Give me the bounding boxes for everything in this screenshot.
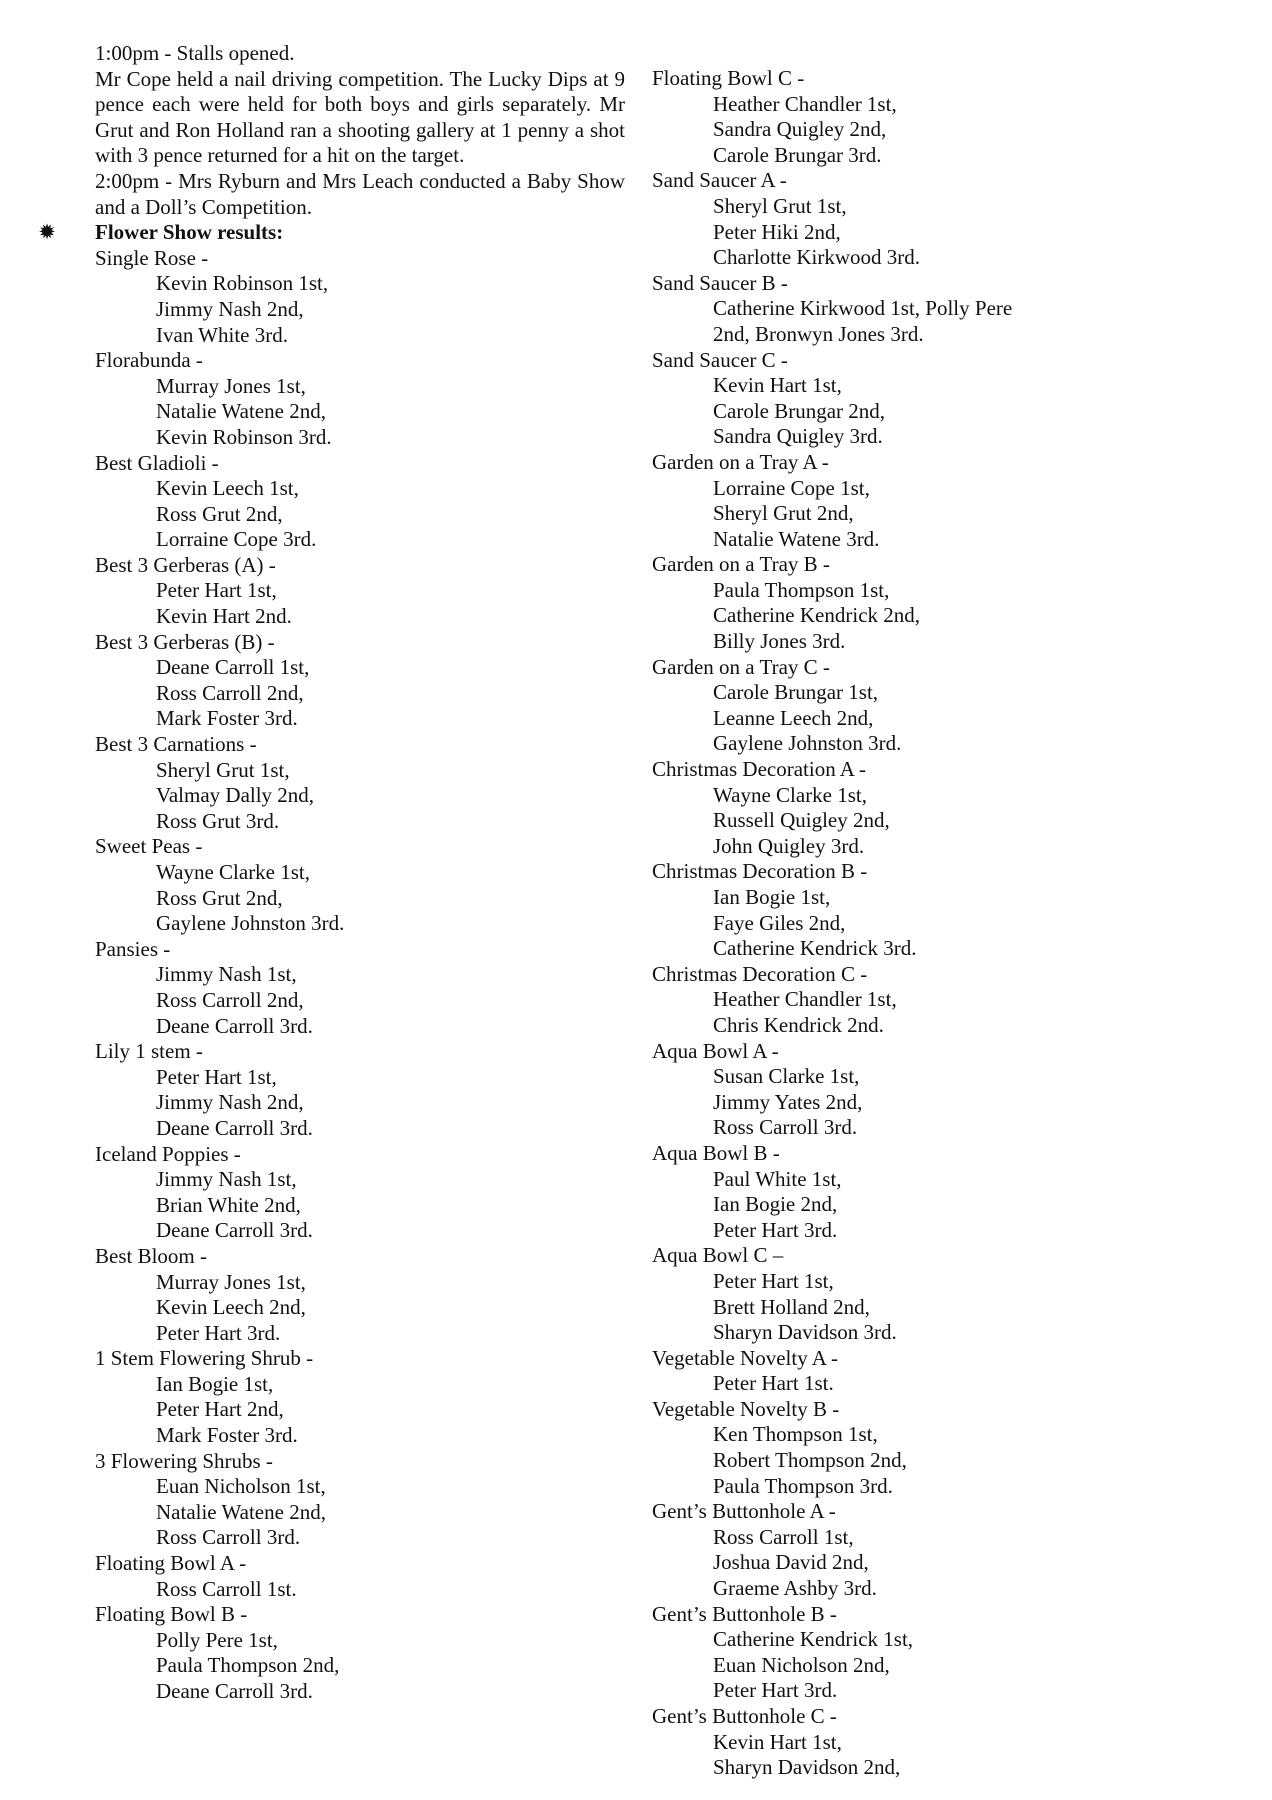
- result-entry: Catherine Kendrick 2nd,: [713, 603, 921, 628]
- category-block: [95, 553, 625, 630]
- result-entry: Carole Brungar 3rd.: [713, 142, 882, 167]
- category-name: Pansies -: [95, 936, 171, 961]
- category-block: [95, 732, 625, 834]
- category-name: Floating Bowl A -: [95, 1551, 247, 1576]
- result-entry: Kevin Leech 1st,: [156, 476, 299, 501]
- category-block: [95, 246, 625, 348]
- result-entry: Deane Carroll 3rd.: [156, 1218, 313, 1243]
- baby-show-paragraph: 2:00pm - Mrs Ryburn and Mrs Leach conducted a Baby Show and a Doll’s Competition.: [95, 168, 625, 219]
- category-name: Christmas Decoration A -: [652, 757, 867, 782]
- result-entry: Ross Grut 3rd.: [156, 808, 280, 833]
- result-entry: Paula Thompson 2nd,: [156, 1653, 340, 1678]
- result-entry: Mark Foster 3rd.: [156, 1423, 298, 1448]
- category-block: [652, 962, 1252, 1039]
- category-block: [652, 1602, 1252, 1704]
- category-name: Best 3 Gerberas (A) -: [95, 552, 276, 577]
- category-name: Best Gladioli -: [95, 450, 219, 475]
- result-entry: Ross Carroll 3rd.: [713, 1115, 858, 1140]
- category-block: [95, 1244, 625, 1346]
- result-entry: Joshua David 2nd,: [713, 1550, 869, 1575]
- category-name: Best 3 Carnations -: [95, 732, 257, 757]
- category-name: Lily 1 stem -: [95, 1039, 203, 1064]
- category-name: Iceland Poppies -: [95, 1141, 241, 1166]
- category-name: Floating Bowl B -: [95, 1602, 248, 1627]
- result-entry: Mark Foster 3rd.: [156, 706, 298, 731]
- flower-show-heading: Flower Show results:: [95, 220, 284, 245]
- result-entry: Jimmy Nash 1st,: [156, 1167, 297, 1192]
- result-entry: Carole Brungar 1st,: [713, 680, 879, 705]
- result-entry: Ross Grut 2nd,: [156, 885, 283, 910]
- category-name: Garden on a Tray A -: [652, 449, 829, 474]
- category-name: Gent’s Buttonhole B -: [652, 1601, 837, 1626]
- result-entry: Catherine Kendrick 1st,: [713, 1627, 914, 1652]
- category-name: Garden on a Tray C -: [652, 654, 830, 679]
- category-name: Floating Bowl C -: [652, 66, 805, 90]
- result-entry: Sandra Quigley 2nd,: [713, 117, 887, 142]
- result-entry: Catherine Kirkwood 1st, Polly Pere 2nd, Bronwyn Jones 3rd.: [713, 296, 1013, 346]
- result-entry: Jimmy Nash 1st,: [156, 962, 297, 987]
- result-entry: Catherine Kendrick 3rd.: [713, 936, 917, 961]
- category-block: [652, 348, 1252, 450]
- result-entry: Wayne Clarke 1st,: [156, 860, 311, 884]
- category-block: [652, 1243, 1252, 1345]
- result-entry: Paula Thompson 1st,: [713, 577, 890, 602]
- result-entry: Murray Jones 1st,: [156, 1269, 306, 1294]
- result-entry: Brian White 2nd,: [156, 1192, 301, 1217]
- category-name: Garden on a Tray B -: [652, 552, 830, 577]
- result-entry: Deane Carroll 3rd.: [156, 1115, 313, 1140]
- right-column: [652, 66, 1252, 1781]
- category-name: Sand Saucer C -: [652, 347, 788, 372]
- category-name: Christmas Decoration B -: [652, 859, 868, 884]
- result-entry: Kevin Hart 1st,: [713, 1729, 842, 1754]
- category-block: [652, 271, 1252, 348]
- result-entry: Deane Carroll 3rd.: [156, 1013, 313, 1038]
- category-block: [95, 937, 625, 1039]
- category-block: [652, 1039, 1252, 1141]
- result-entry: Carole Brungar 2nd,: [713, 398, 886, 423]
- result-entry: Kevin Robinson 3rd.: [156, 424, 332, 449]
- category-name: Gent’s Buttonhole A -: [652, 1499, 836, 1524]
- result-entry: Ross Carroll 3rd.: [156, 1525, 301, 1550]
- result-entry: Leanne Leech 2nd,: [713, 705, 874, 730]
- left-results-list: [95, 246, 625, 1705]
- right-results-list: [652, 66, 1252, 1781]
- result-entry: Peter Hart 1st.: [713, 1371, 834, 1396]
- category-name: Sweet Peas -: [95, 834, 203, 859]
- flower-show-heading-row: [38, 220, 625, 246]
- result-entry: Robert Thompson 2nd,: [713, 1448, 907, 1473]
- category-block: [652, 655, 1252, 757]
- result-entry: Deane Carroll 1st,: [156, 655, 310, 680]
- result-entry: Gaylene Johnston 3rd.: [156, 911, 345, 936]
- category-block: [652, 1141, 1252, 1243]
- category-block: [95, 1551, 625, 1602]
- result-entry: Sheryl Grut 1st,: [156, 757, 290, 782]
- result-entry: Peter Hiki 2nd,: [713, 219, 841, 244]
- category-block: [95, 630, 625, 732]
- result-entry: Heather Chandler 1st,: [713, 987, 897, 1012]
- result-entry: Ross Carroll 1st,: [713, 1524, 854, 1549]
- result-entry: Paula Thompson 3rd.: [713, 1473, 893, 1498]
- nail-competition-paragraph: Mr Cope held a nail driving competition. The Lucky Dips at 9 pence each were held for both boys and girls separately. Mr Grut and Ron Holland ran a shooting gallery at 1 penny a shot with 3 pence returned for a hit on the target.: [95, 66, 625, 168]
- category-name: Florabunda -: [95, 348, 203, 373]
- result-entry: Sharyn Davidson 3rd.: [713, 1320, 897, 1345]
- stalls-line: 1:00pm - Stalls opened.: [95, 41, 295, 65]
- result-entry: Sheryl Grut 2nd,: [713, 501, 854, 526]
- category-block: [95, 451, 625, 553]
- category-block: [652, 757, 1252, 859]
- category-block: [652, 1499, 1252, 1601]
- result-entry: Kevin Leech 2nd,: [156, 1295, 306, 1320]
- result-entry: Peter Hart 3rd.: [713, 1217, 838, 1242]
- result-entry: Murray Jones 1st,: [156, 373, 306, 398]
- category-name: 1 Stem Flowering Shrub -: [95, 1346, 314, 1371]
- category-block: [95, 1346, 625, 1448]
- result-entry: Euan Nicholson 1st,: [156, 1474, 326, 1499]
- result-entry: Peter Hart 3rd.: [713, 1678, 838, 1703]
- result-entry: Peter Hart 1st,: [713, 1268, 834, 1293]
- category-block: [652, 168, 1252, 270]
- category-name: Vegetable Novelty A -: [652, 1345, 839, 1370]
- category-name: Sand Saucer B -: [652, 270, 788, 295]
- result-entry: Ross Carroll 1st.: [156, 1576, 297, 1601]
- category-block: [652, 1397, 1252, 1499]
- result-entry: Jimmy Yates 2nd,: [713, 1089, 863, 1114]
- result-entry: Natalie Watene 3rd.: [713, 526, 880, 551]
- result-entry: Ross Grut 2nd,: [156, 501, 283, 526]
- result-entry: Polly Pere 1st,: [156, 1627, 278, 1652]
- result-entry: Kevin Hart 2nd.: [156, 604, 292, 629]
- category-block: [95, 1602, 625, 1704]
- result-entry: Billy Jones 3rd.: [713, 629, 846, 654]
- category-name: Sand Saucer A -: [652, 168, 787, 193]
- result-entry: Deane Carroll 3rd.: [156, 1679, 313, 1703]
- result-entry: Jimmy Nash 2nd,: [156, 1090, 304, 1115]
- category-block: [95, 348, 625, 450]
- category-block: [652, 66, 1252, 168]
- result-entry: Heather Chandler 1st,: [713, 91, 897, 116]
- result-entry: Brett Holland 2nd,: [713, 1294, 870, 1319]
- result-entry: Susan Clarke 1st,: [713, 1064, 860, 1089]
- result-entry: Graeme Ashby 3rd.: [713, 1576, 877, 1601]
- result-entry: Lorraine Cope 1st,: [713, 475, 870, 500]
- result-entry: Peter Hart 3rd.: [156, 1320, 281, 1345]
- category-name: Gent’s Buttonhole C -: [652, 1704, 837, 1728]
- result-entry: Sharyn Davidson 2nd,: [713, 1755, 901, 1780]
- result-entry: Sandra Quigley 3rd.: [713, 424, 883, 449]
- category-block: [652, 859, 1252, 961]
- category-name: Single Rose -: [95, 245, 209, 270]
- category-name: Aqua Bowl C –: [652, 1243, 784, 1268]
- category-name: Aqua Bowl A -: [652, 1038, 779, 1063]
- result-entry: Sheryl Grut 1st,: [713, 193, 847, 218]
- result-entry: Peter Hart 1st,: [156, 1064, 277, 1089]
- result-entry: Valmay Dally 2nd,: [156, 783, 315, 808]
- result-entry: Kevin Robinson 1st,: [156, 271, 329, 296]
- category-name: Aqua Bowl B -: [652, 1140, 780, 1165]
- category-block: [95, 1039, 625, 1141]
- result-entry: Ross Carroll 2nd,: [156, 680, 304, 705]
- category-name: Christmas Decoration C -: [652, 961, 868, 986]
- result-entry: Gaylene Johnston 3rd.: [713, 731, 902, 756]
- category-block: [652, 552, 1252, 654]
- category-block: [95, 1142, 625, 1244]
- result-entry: Peter Hart 1st,: [156, 578, 277, 603]
- category-name: Best Bloom -: [95, 1243, 208, 1268]
- left-column: [38, 41, 625, 1705]
- result-entry: Russell Quigley 2nd,: [713, 808, 890, 833]
- category-name: Vegetable Novelty B -: [652, 1396, 840, 1421]
- result-entry: Euan Nicholson 2nd,: [713, 1652, 890, 1677]
- result-entry: Kevin Hart 1st,: [713, 373, 842, 398]
- result-entry: Natalie Watene 2nd,: [156, 399, 326, 424]
- category-block: [95, 1449, 625, 1551]
- category-block: [652, 1346, 1252, 1397]
- result-entry: Ken Thompson 1st,: [713, 1422, 878, 1447]
- result-entry: Paul White 1st,: [713, 1166, 842, 1191]
- flower-bullet-icon: ✹: [38, 220, 56, 245]
- category-block: [95, 834, 625, 936]
- result-entry: John Quigley 3rd.: [713, 833, 865, 858]
- result-entry: Ivan White 3rd.: [156, 322, 288, 347]
- result-entry: Faye Giles 2nd,: [713, 910, 846, 935]
- result-entry: Ian Bogie 2nd,: [713, 1192, 838, 1217]
- category-block: [652, 1704, 1252, 1781]
- category-name: 3 Flowering Shrubs -: [95, 1448, 273, 1473]
- result-entry: Natalie Watene 2nd,: [156, 1499, 326, 1524]
- result-entry: Ian Bogie 1st,: [156, 1371, 274, 1396]
- category-block: [652, 450, 1252, 552]
- result-entry: Wayne Clarke 1st,: [713, 782, 868, 807]
- result-entry: Jimmy Nash 2nd,: [156, 296, 304, 321]
- result-entry: Charlotte Kirkwood 3rd.: [713, 245, 921, 270]
- result-entry: Ian Bogie 1st,: [713, 885, 831, 909]
- result-entry: Lorraine Cope 3rd.: [156, 527, 317, 552]
- result-entry: Peter Hart 2nd,: [156, 1397, 284, 1422]
- category-name: Best 3 Gerberas (B) -: [95, 629, 275, 654]
- result-entry: Ross Carroll 2nd,: [156, 987, 304, 1012]
- result-entry: Chris Kendrick 2nd.: [713, 1012, 884, 1037]
